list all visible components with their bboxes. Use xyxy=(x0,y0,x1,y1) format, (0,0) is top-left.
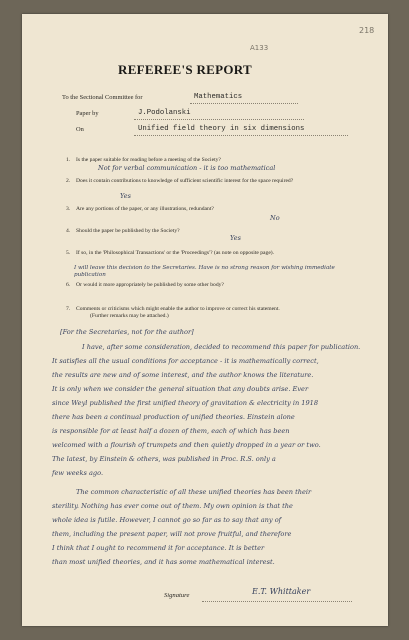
signature: E.T. Whittaker xyxy=(252,587,311,596)
question-7-text: Comments or criticisms which might enable the author to improve or correct his statement. xyxy=(76,306,280,312)
question-4-text: Should the paper be published by the Society? xyxy=(76,228,180,234)
comment-line: than most unified theories, and it has some mathematical interest. xyxy=(52,558,275,566)
comment-line: few weeks ago. xyxy=(52,469,104,477)
comment-line: whole idea is futile. However, I cannot go so far as to say that any of xyxy=(52,516,282,524)
question-5-text: If so, in the 'Philosophical Transactions' or the 'Proceedings'? (as note on opposite page). xyxy=(76,250,275,256)
question-4-number: 4. xyxy=(66,228,71,234)
answer-4: Yes xyxy=(230,234,241,242)
question-7-note: (Further remarks may be attached.) xyxy=(90,313,169,319)
question-2-text: Does it contain contributions to knowledge of sufficient scientific interest for the space required? xyxy=(76,178,294,184)
question-5-number: 5. xyxy=(66,250,71,256)
answer-5: I will leave this decision to the Secretaries. Have is no strong reason for wishing immediate publication xyxy=(74,265,335,278)
comment-line: It satisfies all the usual conditions for acceptance - it is mathematically correct, xyxy=(52,357,319,365)
answer-1: Not for verbal communication - it is too mathematical xyxy=(98,164,276,172)
comment-line: It is only when we consider the general situation that any doubts arise. Ever xyxy=(52,385,309,393)
paper-by-value: J.Podolanski xyxy=(138,109,191,117)
answer-3: No xyxy=(270,214,280,222)
question-6-text: Or would it more appropriately be published by some other body? xyxy=(76,282,224,288)
comment-header: [For the Secretaries, not for the author] xyxy=(60,328,194,336)
on-value: Unified field theory in six dimensions xyxy=(138,125,305,133)
folio-number: 218 xyxy=(359,26,375,35)
to-committee-line xyxy=(190,103,298,104)
comment-line: there has been a continual production of unified theories. Einstein alone xyxy=(52,413,295,421)
signature-line xyxy=(202,601,352,602)
comment-line: sterility. Nothing has ever come out of them. My own opinion is that the xyxy=(52,502,293,510)
report-sheet xyxy=(22,14,388,626)
to-committee-label: To the Sectional Committee for xyxy=(62,94,143,101)
question-2-number: 2. xyxy=(66,178,71,184)
comment-line: them, including the present paper, will not prove fruitful, and therefore xyxy=(52,530,292,538)
comment-line: since Weyl published the first unified theory of gravitation & electricity in 1918 xyxy=(52,399,319,407)
answer-2: Yes xyxy=(120,192,131,200)
signature-label: Signature xyxy=(164,592,190,599)
question-1-number: 1. xyxy=(66,157,71,163)
comment-line: the results are new and of some interest, and the author knows the literature. xyxy=(52,371,314,379)
question-1-text: Is the paper suitable for reading before a meeting of the Society? xyxy=(76,157,221,163)
comment-line: I have, after some consideration, decided to recommend this paper for publication. xyxy=(82,343,361,351)
paper-by-label: Paper by xyxy=(76,110,99,117)
to-committee-value: Mathematics xyxy=(194,93,243,101)
on-label: On xyxy=(76,126,84,133)
paper-by-line xyxy=(134,119,304,120)
question-6-number: 6. xyxy=(66,282,71,288)
question-7-number: 7. xyxy=(66,306,71,312)
comment-line: welcomed with a flourish of trumpets and then quietly dropped in a year or two. xyxy=(52,441,321,449)
question-3-number: 3. xyxy=(66,206,71,212)
question-3-text: Are any portions of the paper, or any illustrations, redundant? xyxy=(76,206,214,212)
comment-line: The latest, by Einstein & others, was published in Proc. R.S. only a xyxy=(52,455,276,463)
comment-line: I think that I ought to recommend it for acceptance. It is better xyxy=(52,544,265,552)
comment-line: is responsible for at least half a dozen of them, each of which has been xyxy=(52,427,290,435)
reference-number: A133 xyxy=(250,44,269,52)
page-title: REFEREE'S REPORT xyxy=(118,62,253,77)
on-line xyxy=(134,135,348,136)
comment-line: The common characteristic of all these unified theories has been their xyxy=(76,488,312,496)
